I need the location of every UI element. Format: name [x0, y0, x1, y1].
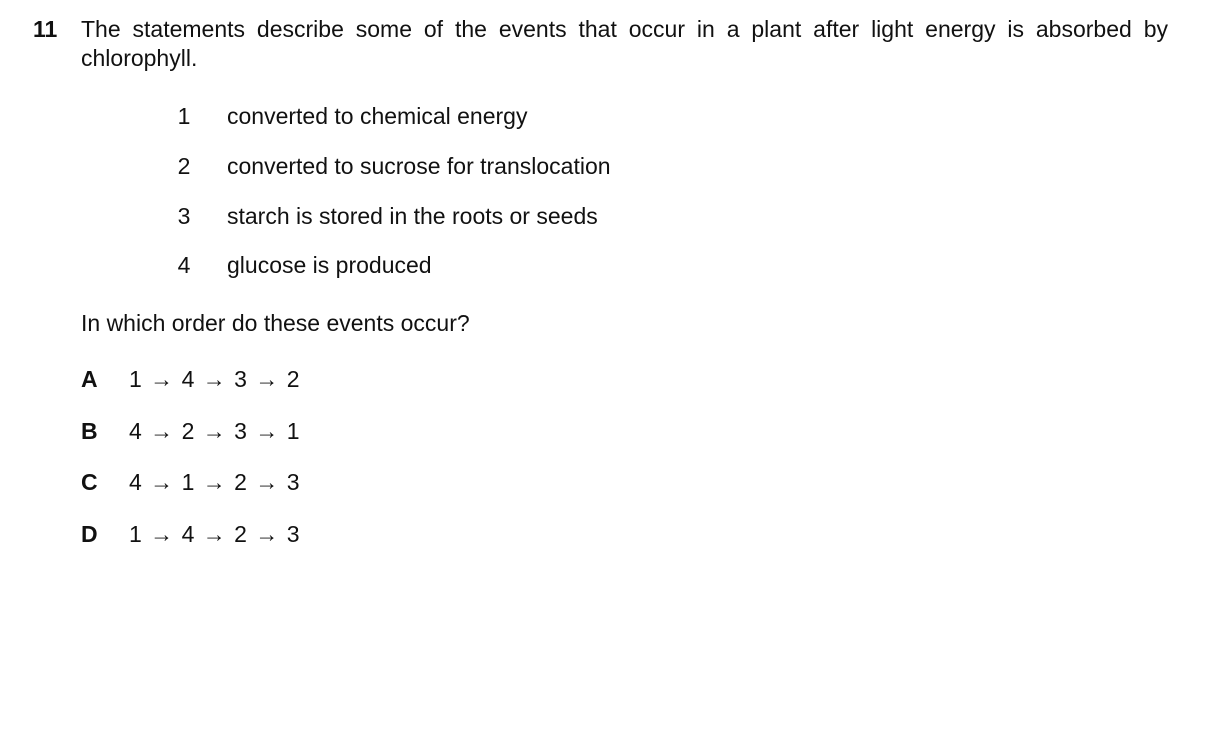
statement-text: starch is stored in the roots or seeds [227, 203, 598, 229]
statement-number: 3 [177, 203, 191, 229]
statement-number: 4 [177, 252, 191, 278]
option-letter: D [81, 521, 98, 547]
option-text: 1 → 4 → 3 → 2 [129, 366, 300, 392]
question-stem: The statements describe some of the events that occur in a plant after light energy is absorbed by chlorophyll. [81, 16, 1168, 71]
option-text: 4 → 2 → 3 → 1 [129, 418, 300, 444]
statement-text: converted to chemical energy [227, 103, 528, 129]
option-text: 1 → 4 → 2 → 3 [129, 521, 300, 547]
statement-number: 2 [177, 153, 191, 179]
option-letter: C [81, 469, 98, 495]
statement-text: converted to sucrose for translocation [227, 153, 611, 179]
question-number: 11 [33, 16, 58, 42]
statement-text: glucose is produced [227, 252, 432, 278]
statement-number: 1 [177, 103, 191, 129]
option-text: 4 → 1 → 2 → 3 [129, 469, 300, 495]
option-letter: A [81, 366, 98, 392]
option-letter: B [81, 418, 98, 444]
question-prompt: In which order do these events occur? [81, 310, 470, 336]
